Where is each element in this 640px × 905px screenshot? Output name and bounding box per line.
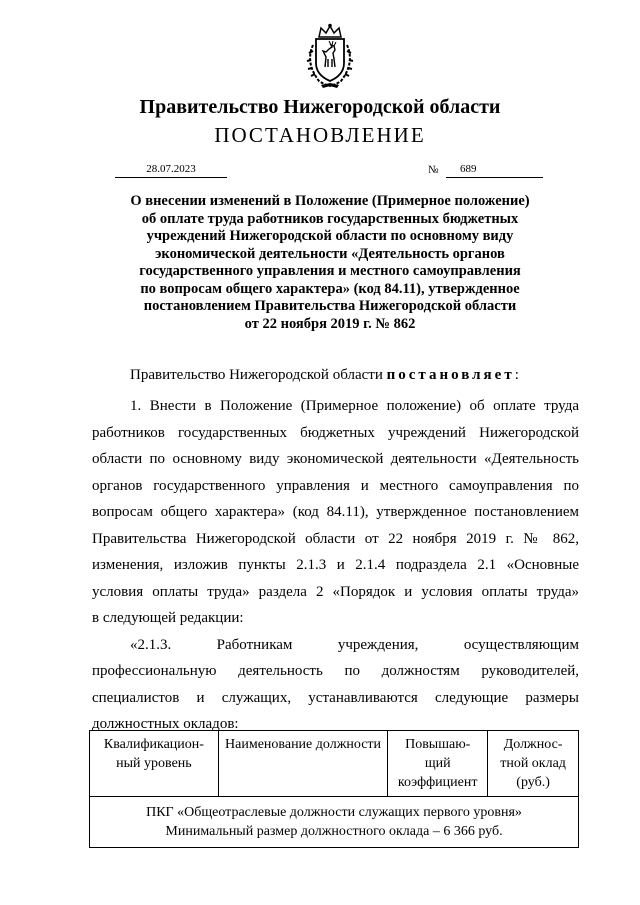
clause-line: должностных окладов: (92, 716, 239, 732)
clause-line: специалистов и служащих, устанавливаются следующие размеры (92, 689, 579, 706)
heading-line: учреждений Нижегородской области по основному виду (146, 228, 514, 244)
document-heading (120, 193, 540, 333)
heading-line: по вопросам общего характера» (код 84.11), утвержденное (140, 280, 520, 297)
item-1-line: органов государственного управления и местного самоуправления по (92, 477, 579, 494)
salary-table (89, 730, 579, 848)
item-1-line: вопросам общего характера» (код 84.11), утвержденное постановлением (92, 504, 579, 520)
preamble-prefix: Правительство Нижегородской области (130, 367, 387, 383)
group-cell (90, 797, 579, 848)
document-number: 689 (446, 162, 543, 178)
heading-line: экономической деятельности «Деятельность органов (155, 245, 505, 262)
coat-of-arms-icon (299, 23, 361, 89)
header-position-name: Наименование должности (218, 731, 387, 797)
document-date: 28.07.2023 (115, 162, 227, 178)
preamble (130, 367, 519, 384)
heading-line: от 22 ноября 2019 г. № 862 (244, 315, 416, 332)
header-qualification-level: Квалификацион- ный уровень (90, 731, 219, 797)
heading-line: постановлением Правительства Нижегородской области (143, 298, 517, 314)
item-1-line: области по основному виду экономической деятельности «Деятельность (92, 451, 579, 467)
number-sign: № (428, 164, 439, 176)
heading-line: О внесении изменений в Положение (Примерное положение) (130, 193, 530, 209)
item-1-line: 1. Внести в Положение (Примерное положение) об оплате труда (130, 398, 579, 414)
item-1-line: Правительства Нижегородской области от 22 ноября 2019 г. № 862, (92, 530, 579, 547)
item-1-line: работников государственных бюджетных учреждений Нижегородской (92, 424, 579, 441)
heading-line: об оплате труда работников государственных бюджетных (141, 210, 519, 227)
heading-line: государственного управления и местного самоуправления (139, 263, 521, 279)
resolution-body (92, 393, 579, 738)
preamble-suffix: : (514, 367, 519, 383)
table-group-row (90, 797, 579, 848)
item-1-line: в следующей редакции: (92, 610, 244, 626)
header-coefficient: Повышаю- щий коэффициент (388, 731, 488, 797)
table-header-row (90, 731, 579, 797)
header-salary: Должнос- тной оклад (руб.) (488, 731, 579, 797)
document-type: ПОСТАНОВЛЕНИЕ (214, 123, 426, 147)
government-name: Правительство Нижегородской области (139, 96, 501, 118)
item-1-line: изменения, изложив пункты 2.1.3 и 2.1.4 подраздела 2.1 «Основные (92, 557, 579, 573)
group-min-salary: Минимальный размер должностного оклада – 6 366 руб. (165, 824, 503, 839)
clause-line: «2.1.3. Работникам учреждения, осуществляющим (130, 636, 579, 653)
clause-line: профессиональную деятельность по должностям руководителей, (92, 663, 579, 679)
item-1-line: условия оплаты труда» раздела 2 «Порядок и условия оплаты труда» (92, 583, 579, 600)
preamble-emphasis: постановляет (386, 367, 515, 383)
group-title: ПКГ «Общеотраслевые должности служащих первого уровня» (146, 805, 522, 820)
